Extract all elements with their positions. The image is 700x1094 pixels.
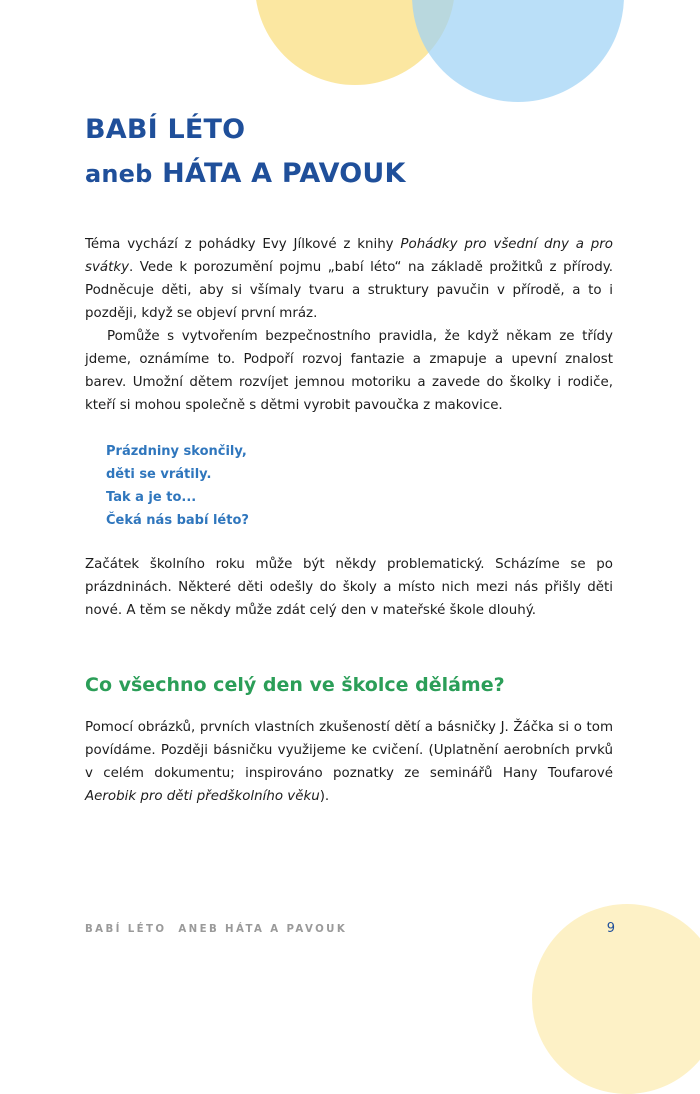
section-paragraph	[85, 716, 613, 808]
section-heading: Co všechno celý den ve školce děláme?	[85, 674, 505, 696]
title-line-1: BABÍ LÉTO	[85, 114, 246, 145]
school-year-paragraph: Začátek školního roku může být někdy problematický. Scházíme se po prázdninách. Některé děti odešly do školy a místo nich mezi nás přišly děti nové. A těm se někdy může zdát celý den v mateřské škole dlouhý.	[85, 557, 613, 618]
footer-title-part-2: ANEB HÁTA A PAVOUK	[178, 924, 348, 935]
title-line-2	[85, 152, 406, 196]
intro-text-start: Téma vychází z pohádky Evy Jílkové z knihy	[85, 237, 401, 252]
intro-paragraph-1	[85, 233, 613, 325]
book-title: Pohádky pro všední dny a pro svátky	[85, 237, 613, 275]
page-footer	[85, 921, 615, 940]
seminar-title: Aerobik pro děti předškolního věku	[85, 789, 320, 804]
decorative-blue-circle	[412, 0, 624, 102]
page-number: 9	[606, 921, 615, 936]
page-title	[85, 108, 406, 196]
title-connector: aneb	[85, 160, 153, 188]
section-text-start: Pomocí obrázků, prvních vlastních zkušeností dětí a básničky J. Žáčka si o tom povídáme. Později básničku využijeme ke cvičení. (Uplatnění aerobních prvků v celém dokumentu; inspirováno poznatky ze seminářů Hany Toufarové	[85, 720, 613, 781]
footer-title	[85, 924, 347, 935]
footer-title-part-1: BABÍ LÉTO	[85, 924, 167, 935]
poem-line: děti se vrátily.	[106, 467, 212, 482]
poem-line: Čeká nás babí léto?	[106, 513, 249, 528]
title-subtitle: HÁTA A PAVOUK	[162, 158, 406, 189]
poem	[106, 440, 249, 532]
intro-paragraph-2: Pomůže s vytvořením bezpečnostního pravidla, že když někam ze třídy jdeme, oznámíme to. Podpoří rozvoj fantazie a zmapuje a upevní znalost barev. Umožní dětem rozvíjet jemnou motoriku a zavede do školky i rodiče, kteří si mohou společně s dětmi vyrobit pavoučka z makovice.	[85, 329, 613, 413]
section-text-end: ).	[319, 789, 330, 804]
poem-line: Prázdniny skončily,	[106, 444, 247, 459]
intro-text-end: . Vede k porozumění pojmu „babí léto“ na základě prožitků z přírody. Podněcuje děti, aby si všímaly tvaru a struktury pavučin v přírodě, a to i později, když se objeví první mráz.	[85, 260, 613, 321]
poem-line: Tak a je to...	[106, 490, 197, 505]
